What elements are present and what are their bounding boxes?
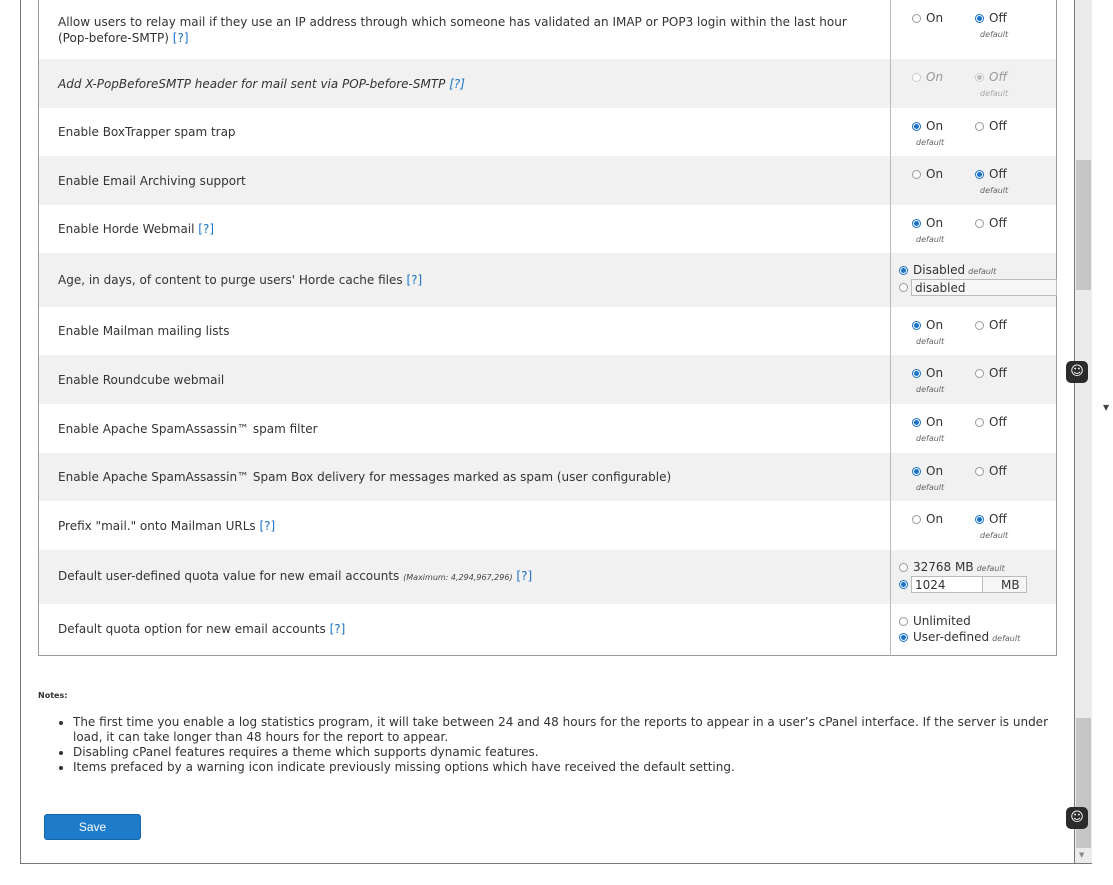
radio-on-circle [912, 73, 921, 82]
scrollbar[interactable] [1075, 0, 1092, 864]
radio-off[interactable]: Off [975, 119, 1007, 133]
radio-circle[interactable] [899, 283, 908, 292]
setting-label: Add X-PopBeforeSMTP header for mail sent via POP-before-SMTP [58, 76, 446, 91]
setting-row-roundcube [39, 355, 1057, 404]
quota-unit-label: MB [982, 576, 1027, 593]
radio-off-circle[interactable] [975, 467, 984, 476]
radio-off-circle[interactable] [975, 369, 984, 378]
default-marker: default [980, 186, 1009, 195]
default-marker: default [976, 564, 1005, 573]
setting-label: Enable Roundcube webmail [58, 372, 225, 387]
default-marker: default [916, 483, 945, 492]
setting-row-pop-before-smtp [39, 0, 1057, 59]
setting-label: Enable BoxTrapper spam trap [58, 125, 236, 139]
radio-default-quota-option[interactable]: 32768 MB default [899, 560, 1005, 574]
default-marker: default [992, 634, 1021, 643]
help-link[interactable]: [?] [198, 222, 215, 236]
radio-off-circle[interactable] [975, 14, 984, 23]
setting-label: Age, in days, of content to purge users' Horde cache files [58, 273, 403, 287]
radio-custom-option[interactable] [899, 279, 1057, 296]
setting-label: Enable Apache SpamAssassin™ spam filter [58, 421, 318, 436]
radio-off-circle[interactable] [975, 219, 984, 228]
setting-row-horde-webmail [39, 205, 1057, 253]
note-item: • The first time you enable a log statistics program, it will take between 24 and 48 hours for the reports to appear in a user’s cPanel interface. If the server is under load, it can take longer than 48 hours for the report to appear. [73, 715, 1073, 745]
notes-heading: Notes: [38, 691, 68, 700]
radio-on: On [912, 70, 943, 84]
default-marker: default [980, 531, 1009, 540]
setting-row-horde-cache-age [39, 253, 1057, 307]
radio-on-circle[interactable] [912, 122, 921, 131]
radio-circle[interactable] [899, 580, 908, 589]
radio-off-circle [975, 73, 984, 82]
help-link[interactable]: [?] [406, 273, 423, 287]
radio-on-circle[interactable] [912, 14, 921, 23]
radio-on-circle[interactable] [912, 321, 921, 330]
radio-off: Off [975, 70, 1007, 84]
radio-on[interactable]: On [912, 119, 943, 133]
setting-row-quota-value [39, 550, 1057, 604]
note-item: • Disabling cPanel features requires a theme which supports dynamic features. [73, 745, 1073, 760]
quota-value-input[interactable]: 1024 [911, 576, 983, 593]
default-marker: default [916, 138, 945, 147]
radio-off[interactable]: Off [975, 464, 1007, 478]
chat-bubble-icon[interactable]: ☺ [1066, 807, 1088, 829]
radio-off[interactable]: Off [975, 366, 1007, 380]
radio-off-circle[interactable] [975, 170, 984, 179]
radio-on-circle[interactable] [912, 170, 921, 179]
help-link[interactable]: [?] [449, 76, 465, 91]
radio-on-circle[interactable] [912, 369, 921, 378]
radio-off[interactable]: Off [975, 415, 1007, 429]
radio-on[interactable]: On [912, 464, 943, 478]
setting-row-email-archiving [39, 156, 1057, 205]
radio-circle[interactable] [899, 633, 908, 642]
default-marker: default [916, 235, 945, 244]
setting-row-boxtrapper [39, 108, 1057, 156]
radio-on[interactable]: On [912, 366, 943, 380]
setting-row-x-popbeforesmtp-header [39, 59, 1057, 108]
radio-on[interactable]: On [912, 512, 943, 526]
radio-circle[interactable] [899, 266, 908, 275]
setting-label: Enable Horde Webmail [58, 222, 195, 236]
cache-age-input[interactable]: disabled [911, 279, 1057, 296]
maximum-note: (Maximum: 4,294,967,296) [403, 573, 513, 582]
save-button[interactable]: Save [44, 814, 141, 840]
radio-disabled-option[interactable]: Disabled default [899, 263, 996, 277]
scrollbar-thumb[interactable] [1076, 160, 1091, 290]
radio-off-circle[interactable] [975, 515, 984, 524]
radio-on[interactable]: On [912, 167, 943, 181]
setting-row-spamassassin [39, 404, 1057, 453]
setting-row-spam-box [39, 453, 1057, 501]
note-item: • Items prefaced by a warning icon indicate previously missing options which have received the default setting. [73, 760, 1073, 775]
setting-label: Enable Mailman mailing lists [58, 324, 230, 338]
radio-off[interactable]: Off [975, 512, 1007, 526]
default-marker: default [968, 267, 997, 276]
setting-label: Default quota option for new email accounts [58, 622, 326, 637]
radio-off[interactable]: Off [975, 216, 1007, 230]
help-link[interactable]: [?] [329, 622, 346, 637]
radio-off[interactable]: Off [975, 167, 1007, 181]
default-marker: default [980, 30, 1009, 39]
radio-on[interactable]: On [912, 318, 943, 332]
default-marker: default [916, 434, 945, 443]
setting-label: Prefix "mail." onto Mailman URLs [58, 518, 256, 533]
chevron-down-icon[interactable]: ▼ [1103, 403, 1110, 412]
radio-on-circle[interactable] [912, 467, 921, 476]
help-link[interactable]: [?] [259, 518, 276, 533]
setting-label: Default user-defined quota value for new email accounts [58, 569, 400, 583]
radio-on-circle[interactable] [912, 418, 921, 427]
help-link[interactable]: [?] [516, 569, 533, 583]
default-marker: default [980, 89, 1009, 98]
radio-off-circle[interactable] [975, 321, 984, 330]
setting-row-mailman [39, 307, 1057, 355]
radio-off-circle[interactable] [975, 122, 984, 131]
setting-row-quota-option [39, 604, 1057, 655]
radio-off[interactable]: Off [975, 318, 1007, 332]
setting-label: Allow users to relay mail if they use an IP address through which someone has validated an IMAP or POP3 login within the last hour (Pop-before-SMTP) [58, 14, 847, 45]
default-marker: default [916, 385, 945, 394]
default-marker: default [916, 337, 945, 346]
radio-custom-quota-option[interactable] [899, 576, 1027, 593]
chat-bubble-icon[interactable]: ☺ [1066, 361, 1088, 383]
radio-on-circle[interactable] [912, 515, 921, 524]
setting-label: Enable Apache SpamAssassin™ Spam Box delivery for messages marked as spam (user configurable) [58, 470, 672, 484]
radio-off-circle[interactable] [975, 418, 984, 427]
email-settings-table [38, 0, 1057, 656]
radio-circle[interactable] [899, 617, 908, 626]
radio-unlimited-option[interactable]: Unlimited [899, 614, 971, 628]
radio-on[interactable]: On [912, 415, 943, 429]
radio-user-defined-option[interactable]: User-defined default [899, 630, 1020, 644]
setting-row-mailman-prefix [39, 501, 1057, 550]
radio-circle[interactable] [899, 563, 908, 572]
setting-label: Enable Email Archiving support [58, 173, 246, 188]
help-link[interactable]: [?] [172, 30, 189, 45]
notes-list [58, 715, 1073, 775]
radio-off[interactable]: Off [975, 11, 1007, 25]
scroll-down-arrow-icon[interactable]: ▼ [1079, 851, 1085, 859]
radio-on[interactable]: On [912, 11, 943, 25]
radio-on-circle[interactable] [912, 219, 921, 228]
radio-on[interactable]: On [912, 216, 943, 230]
